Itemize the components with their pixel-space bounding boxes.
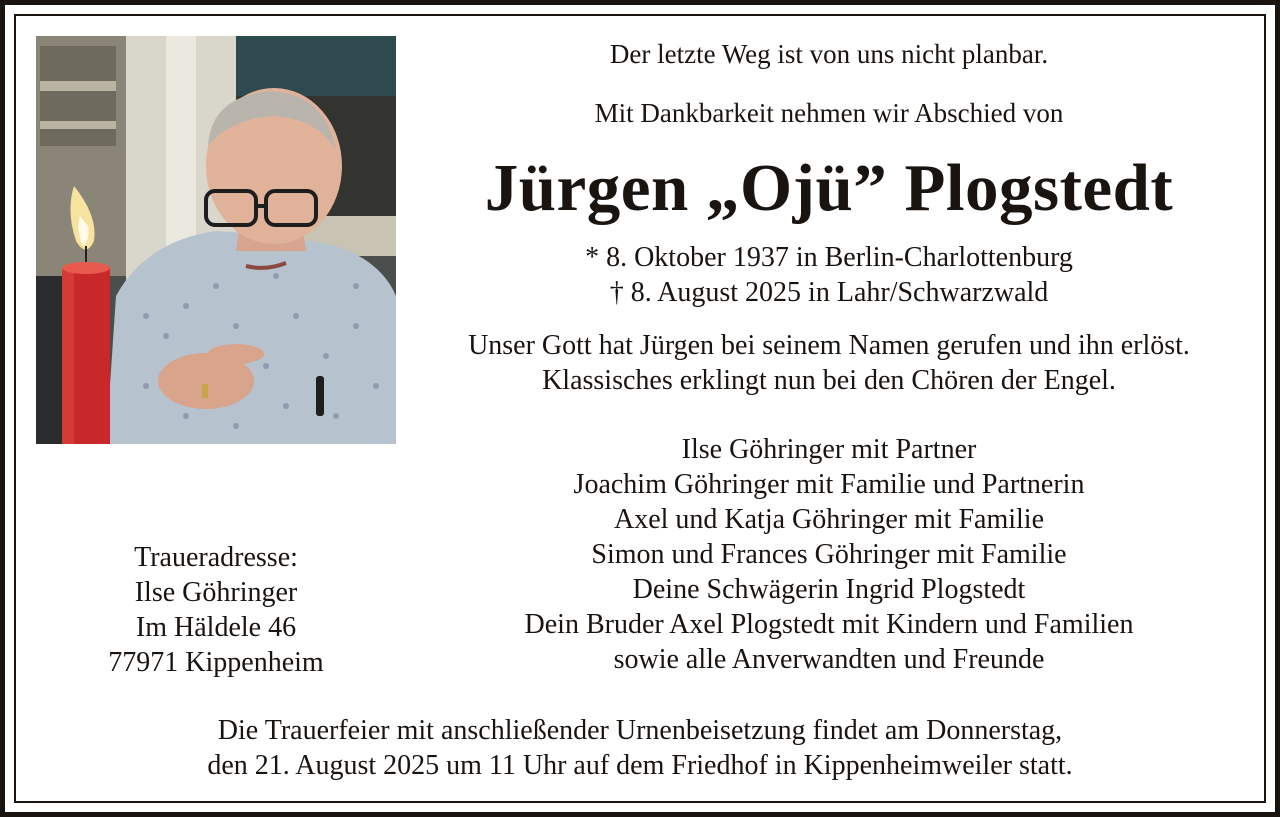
quote-line-1: Unser Gott hat Jürgen bei seinem Namen gerufen und ihn erlöst. — [468, 330, 1190, 361]
funeral-info-line-1: Die Trauerfeier mit anschließender Urnenbeisetzung findet am Donnerstag, — [217, 715, 1063, 746]
address-street: Im Häldele 46 — [135, 612, 297, 643]
mourner-entry: Axel und Katja Göhringer mit Familie — [613, 504, 1045, 535]
address-name: Ilse Göhringer — [134, 577, 298, 608]
mourner-entry: sowie alle Anverwandten und Freunde — [613, 644, 1045, 675]
mourning-address — [36, 540, 396, 680]
death-date: † 8. August 2025 in Lahr/Schwarzwald — [609, 277, 1049, 308]
address-city: 77971 Kippenheim — [108, 647, 324, 678]
mourner-entry: Simon und Frances Göhringer mit Familie — [591, 539, 1067, 570]
mourner-entry: Ilse Göhringer mit Partner — [681, 434, 977, 465]
deceased-name: Jürgen „Ojü” Plogstedt — [484, 151, 1174, 225]
mourner-entry: Dein Bruder Axel Plogstedt mit Kindern und Familien — [524, 609, 1134, 640]
quote-line-2: Klassisches erklingt nun bei den Chören der Engel. — [542, 365, 1116, 396]
portrait-photo — [36, 36, 396, 444]
mourner-entry: Deine Schwägerin Ingrid Plogstedt — [632, 574, 1026, 605]
mourners-list — [414, 432, 1244, 677]
address-label: Traueradresse: — [134, 542, 298, 573]
header-line-2: Mit Dankbarkeit nehmen wir Abschied von — [594, 98, 1064, 128]
birth-date: * 8. Oktober 1937 in Berlin-Charlottenburg — [585, 242, 1073, 273]
header-line-1: Der letzte Weg ist von uns nicht planbar. — [609, 39, 1049, 69]
funeral-info-line-2: den 21. August 2025 um 11 Uhr auf dem Friedhof in Kippenheimweiler statt. — [207, 750, 1073, 781]
mourner-entry: Joachim Göhringer mit Familie und Partnerin — [573, 469, 1085, 500]
